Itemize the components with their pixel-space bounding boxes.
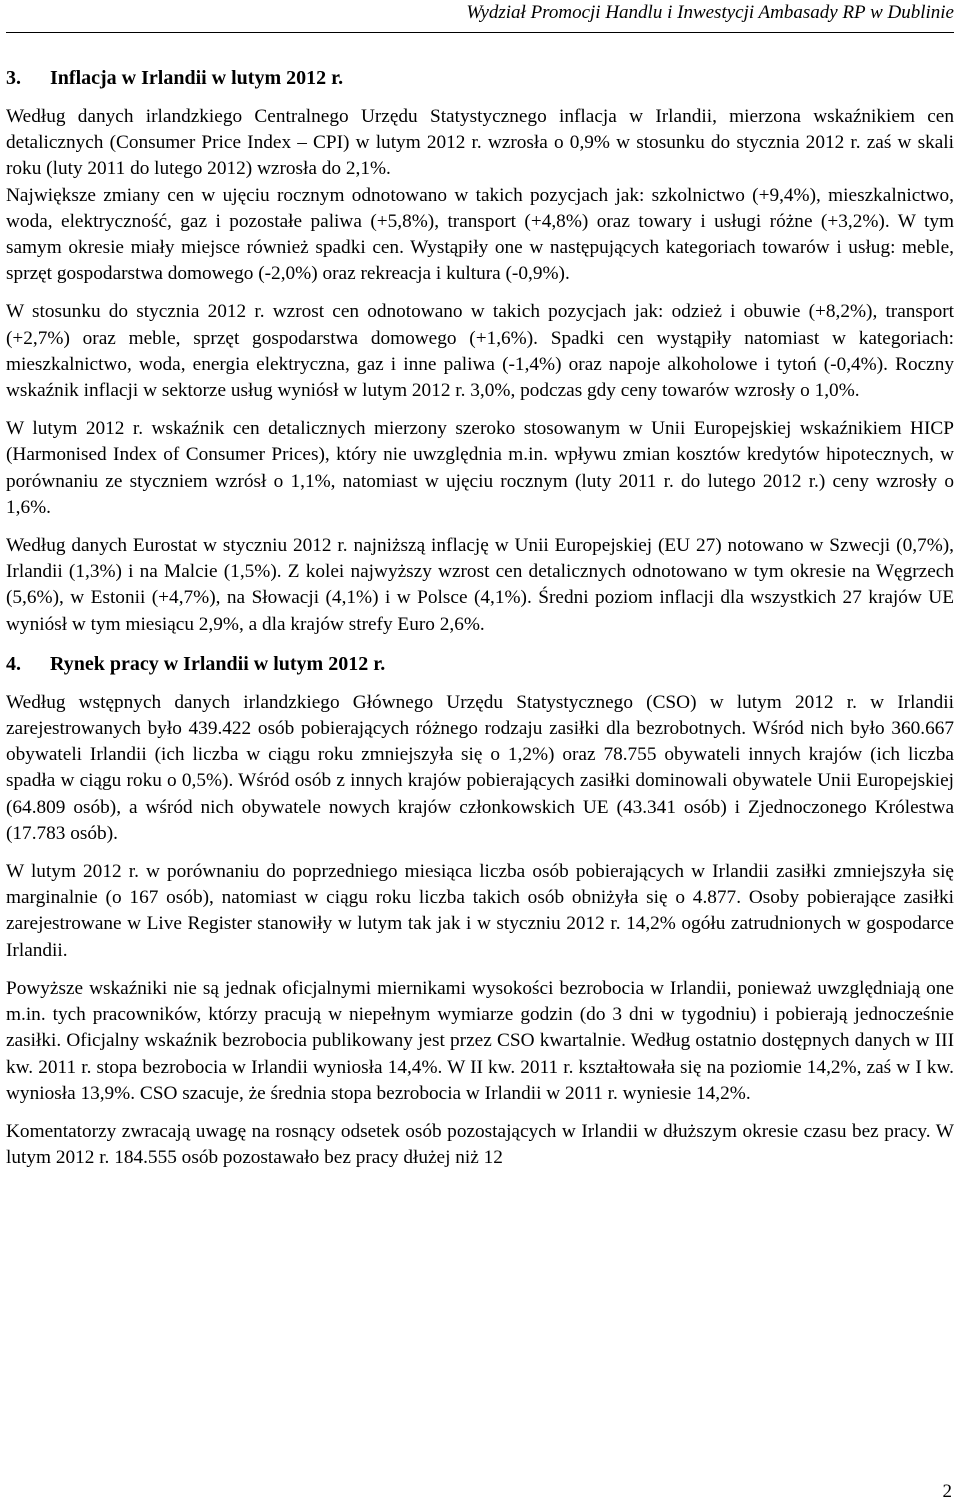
section-3-number: 3. xyxy=(6,67,21,89)
section-3-paragraph-2: Największe zmiany cen w ujęciu rocznym odnotowano w takich pozycjach jak: szkolnictwo (+9,4%), mieszkalnictwo, woda, elektryczność, gaz i pozostałe paliwa (+5,8%), transport (+4,8%) oraz towary i usługi różne (+3,2%). W tym samym okresie miały miejsce również spadki cen. Wystąpiły one w następujących kategoriach towarów i usług: meble, sprzęt gospodarstwa domowego (-2,0%) oraz rekreacja i kultura (-0,9%). xyxy=(6,184,954,285)
section-3-heading xyxy=(6,64,954,92)
page-number: 2 xyxy=(942,1481,952,1502)
section-4-title: Rynek pracy w Irlandii w lutym 2012 r. xyxy=(50,652,386,675)
section-3-paragraph-5: Według danych Eurostat w styczniu 2012 r. najniższą inflację w Unii Europejskiej (EU 27) notowano w Szwecji (0,7%), Irlandii (1,3%) i na Malcie (1,5%). Z kolei najwyższy wzrost cen detalicznych odnotowano w tym okresie na Węgrzech (5,6%), w Estonii (+4,7%), na Słowacji (4,1%) i w Polsce (4,1%). Średni poziom inflacji dla wszystkich 27 krajów UE wyniósł w tym miesiącu 2,9%, a dla krajów strefy Euro 2,6%. xyxy=(6,535,954,635)
running-header: Wydział Promocji Handlu i Inwestycji Ambasady RP w Dublinie xyxy=(466,2,954,23)
section-4-paragraph-1: Według wstępnych danych irlandzkiego Głównego Urzędu Statystycznego (CSO) w lutym 2012 r. w Irlandii zarejestrowanych było 439.422 osób pobierających różnego rodzaju zasiłki dla bezrobotnych. Wśród nich było 360.667 obywateli Irlandii (ich liczba w ciągu roku zmniejszyła się o 1,2%) oraz 78.755 obywateli innych krajów (ich liczba spadła w ciągu roku o 0,5%). Wśród osób z innych krajów pobierających zasiłki dominowali obywatele Unii Europejskiej (64.809 osób), a wśród nich obywatele nowych krajów członkowskich UE (43.341 osób) i Zjednoczonego Królestwa (17.783 osób). xyxy=(6,691,954,844)
section-4-heading xyxy=(6,650,954,678)
section-3-paragraph-4: W lutym 2012 r. wskaźnik cen detalicznych mierzony szeroko stosowanym w Unii Europejskiej wskaźnikiem HICP (Harmonised Index of Consumer Prices), który nie uwzględnia m.in. wpływu zmian kosztów kredytów hipotecznych, w porównaniu ze styczniem wzrósł o 1,1%, natomiast w ujęciu rocznym (luty 2011 r. do lutego 2012 r.) ceny wzrosły o 1,6%. xyxy=(6,418,954,518)
document-page xyxy=(6,0,954,1509)
section-4-paragraph-2: W lutym 2012 r. w porównaniu do poprzedniego miesiąca liczba osób pobierających w Irlandii zasiłki zmniejszyła się marginalnie (o 167 osób), natomiast w ciągu roku liczba takich osób obniżyła się o 4.877. Osoby pobierające zasiłki zarejestrowane w Live Register stanowiły w lutym tak jak i w styczniu 2012 r. 14,2% ogółu zatrudnionych w gospodarce Irlandii. xyxy=(6,861,954,961)
section-4-paragraph-3: Powyższe wskaźniki nie są jednak oficjalnymi miernikami wysokości bezrobocia w Irlandii, ponieważ uwzględniają one m.in. tych pracowników, którzy pracują w niepełnym wymiarze godzin (do 3 dni w tygodniu) i pobierają jednocześnie zasiłki. Oficjalny wskaźnik bezrobocia publikowany jest przez CSO kwartalnie. Według ostatnio dostępnych danych w III kw. 2011 r. stopa bezrobocia w Irlandii wyniosła 14,4%. W II kw. 2011 r. kształtowała się na poziomie 14,2%, zaś w I kw. wyniosła 13,9%. CSO szacuje, że średnia stopa bezrobocia w Irlandii w 2011 r. wyniesie 14,2%. xyxy=(6,977,954,1104)
section-4-number: 4. xyxy=(6,652,21,675)
section-3-paragraph-1: Według danych irlandzkiego Centralnego Urzędu Statystycznego inflacja w Irlandii, mierzona wskaźnikiem cen detalicznych (Consumer Price Index – CPI) w lutym 2012 r. wzrosła o 0,9% w stosunku do stycznia 2012 r. zaś w skali roku (luty 2011 do lutego 2012) wzrosła do 2,1%. xyxy=(6,106,954,180)
page-content xyxy=(6,64,954,1183)
section-3-paragraph-3: W stosunku do stycznia 2012 r. wzrost cen odnotowano w takich pozycjach jak: odzież i obuwie (+8,2%), transport (+2,7%) oraz meble, sprzęt gospodarstwa domowego (+1,6%). Spadki cen wystąpiły natomiast w kategoriach: mieszkalnictwo, woda, energia elektryczna, gaz i inne paliwa (-1,4%) oraz napoje alkoholowe i tytoń (-0,4%). Roczny wskaźnik inflacji w sektorze usług wyniósł w lutym 2012 r. 3,0%, podczas gdy ceny towarów wzrosły o 1,0%. xyxy=(6,301,954,402)
header-rule xyxy=(6,32,954,33)
section-4-paragraph-4: Komentatorzy zwracają uwagę na rosnący odsetek osób pozostających w Irlandii w dłuższym okresie czasu bez pracy. W lutym 2012 r. 184.555 osób pozostawało bez pracy dłużej niż 12 xyxy=(6,1120,954,1169)
section-3-title: Inflacja w Irlandii w lutym 2012 r. xyxy=(50,67,344,89)
